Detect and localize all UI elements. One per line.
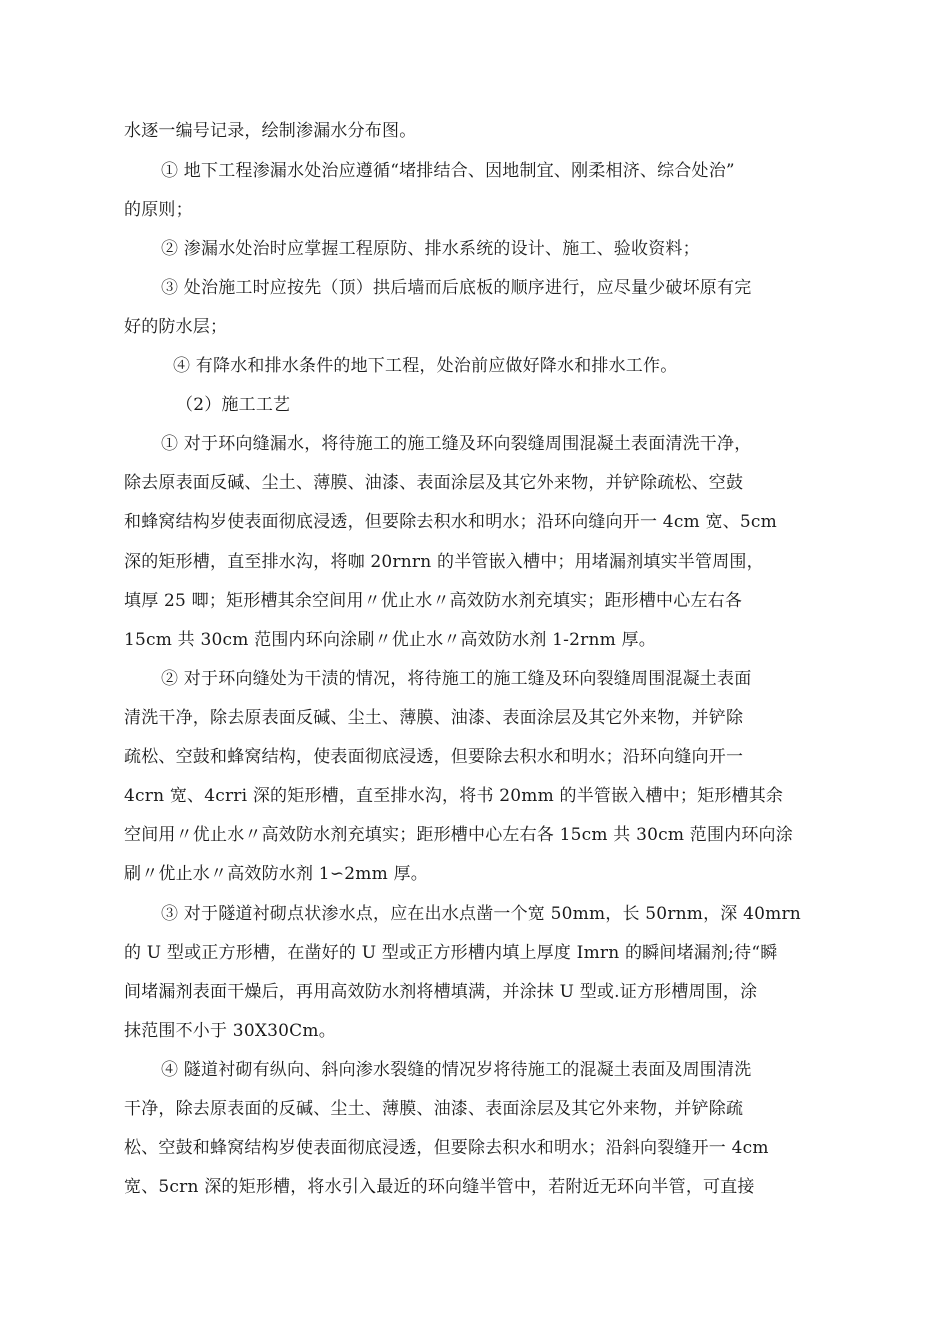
text-line: 水逐一编号记录，绘制渗漏水分布图。 [124, 121, 417, 141]
text-line: 和蜂窝结构岁使表面彻底浸透，但要除去积水和明水；沿环向缝向开一 4cm 宽、5cm [124, 512, 777, 532]
section-heading: （2）施工工艺 [176, 395, 291, 415]
text-line: ② 对于环向缝处为干渍的情况，将待施工的施工缝及环向裂缝周围混凝土表面 [161, 669, 752, 689]
text-line: 空间用〃优止水〃高效防水剂充填实；距形槽中心左右各 15cm 共 30cm 范围内环向涂 [124, 825, 793, 845]
text-line: 刷〃优止水〃高效防水剂 1∽2mm 厚。 [124, 864, 428, 884]
text-line: 除去原表面反碱、尘土、薄膜、油漆、表面涂层及其它外来物，并铲除疏松、空鼓 [124, 473, 744, 493]
text-line: 的原则； [124, 200, 193, 220]
text-line: 深的矩形槽，直至排水沟，将咖 20rnrn 的半管嵌入槽中；用堵漏剂填实半管周围， [124, 552, 764, 572]
text-line: 松、空鼓和蜂窝结构岁使表面彻底浸透，但要除去积水和明水；沿斜向裂缝开一 4cm [124, 1138, 769, 1158]
text-line: ③ 处治施工时应按先（顶）拱后墙而后底板的顺序进行，应尽量少破坏原有完 [161, 278, 752, 298]
text-line: ① 对于环向缝漏水，将待施工的施工缝及环向裂缝周围混凝土表面清洗干净， [161, 434, 752, 454]
text-line: 的 U 型或正方形槽，在凿好的 U 型或正方形槽内填上厚度 Imrn 的瞬间堵漏剂;待“瞬 [124, 943, 778, 963]
text-line: 15cm 共 30cm 范围内环向涂刷〃优止水〃高效防水剂 1-2rnm 厚。 [124, 630, 656, 650]
text-line: ③ 对于隧道衬砌点状渗水点，应在出水点凿一个宽 50mm，长 50rnm，深 40mrn [161, 904, 801, 924]
text-line: 好的防水层； [124, 317, 228, 337]
text-line: 清洗干净，除去原表面反碱、尘土、薄膜、油漆、表面涂层及其它外来物，并铲除 [124, 708, 744, 728]
text-line: ① 地下工程渗漏水处治应遵循“堵排结合、因地制宜、刚柔相济、综合处治” [161, 161, 735, 181]
text-line: ② 渗漏水处治时应掌握工程原防、排水系统的设计、施工、验收资料； [161, 239, 700, 259]
text-line: 干净，除去原表面的反碱、尘土、薄膜、油漆、表面涂层及其它外来物，并铲除疏 [124, 1099, 744, 1119]
text-line: 抹范围不小于 30X30Cm。 [124, 1021, 336, 1041]
text-line: 填厚 25 唧；矩形槽其余空间用〃优止水〃高效防水剂充填实；距形槽中心左右各 [124, 591, 743, 611]
text-line: 4crn 宽、4crri 深的矩形槽，直至排水沟，将书 20mm 的半管嵌入槽中；矩形槽其余 [124, 786, 784, 806]
text-line: 宽、5crn 深的矩形槽，将水引入最近的环向缝半管中，若附近无环向半管，可直接 [124, 1177, 755, 1197]
text-line: 间堵漏剂表面干燥后，再用高效防水剂将槽填满，并涂抹 U 型或.证方形槽周围，涂 [124, 982, 758, 1002]
text-line: 疏松、空鼓和蜂窝结构，使表面彻底浸透，但要除去积水和明水；沿环向缝向开一 [124, 747, 744, 767]
text-line: ④ 有降水和排水条件的地下工程，处治前应做好降水和排水工作。 [173, 356, 678, 376]
text-line: ④ 隧道衬砌有纵向、斜向渗水裂缝的情况岁将待施工的混凝土表面及周围清洗 [161, 1060, 752, 1080]
